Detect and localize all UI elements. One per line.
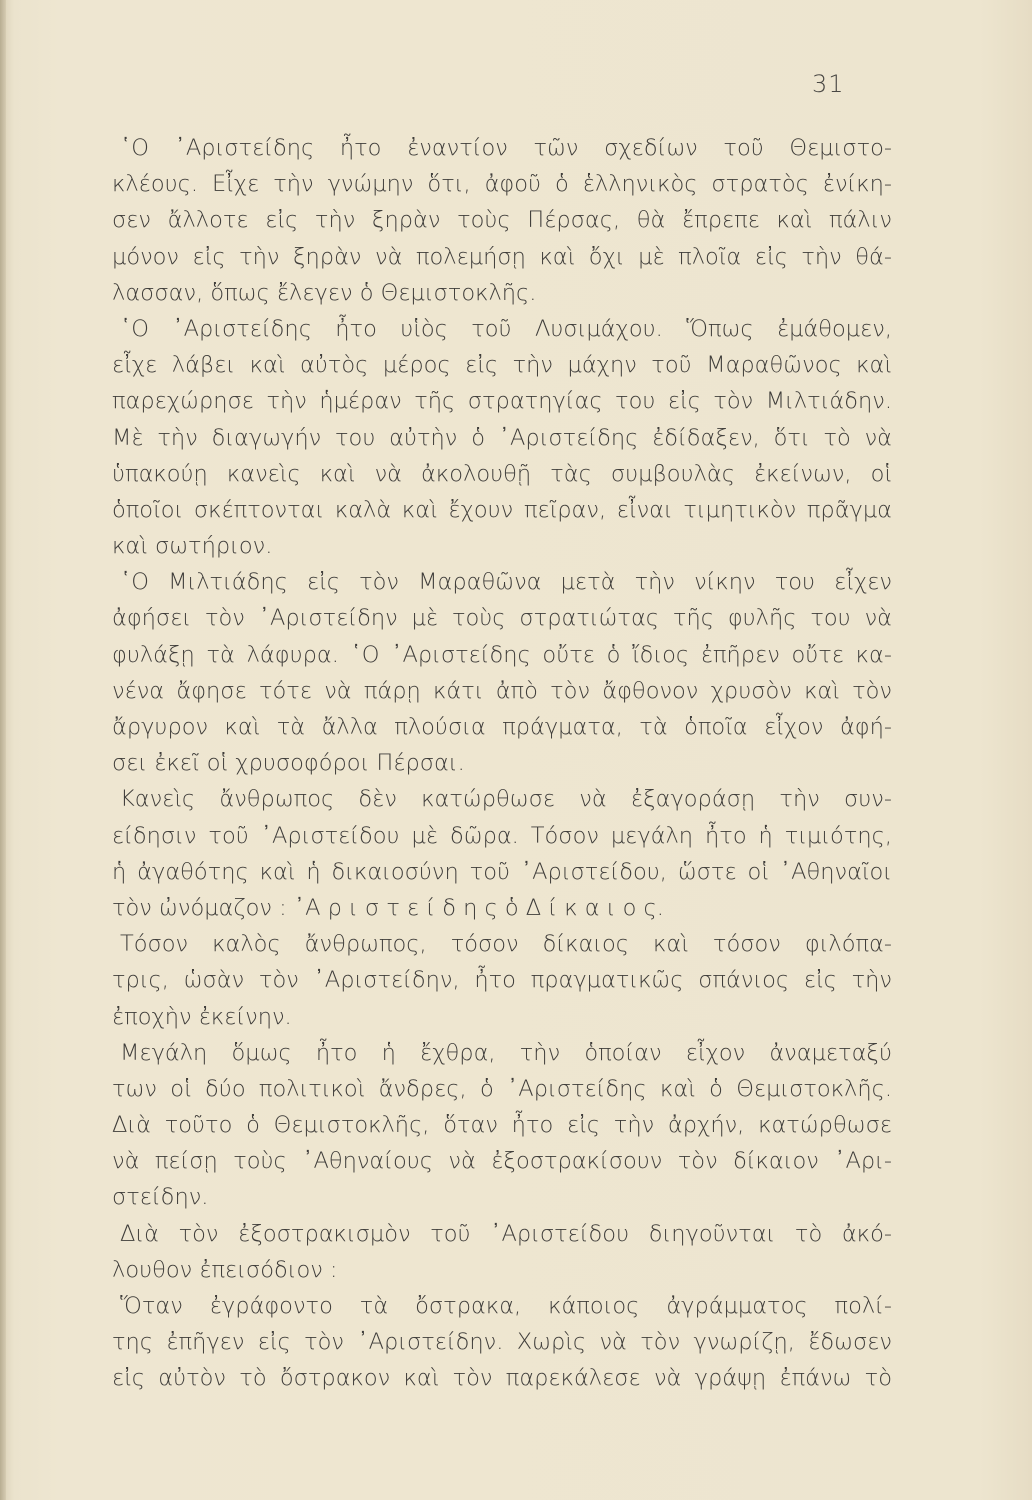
text-line: στείδην. <box>112 1184 209 1211</box>
text-line: ἐποχὴν ἐκείνην. <box>112 1003 292 1030</box>
text-line: λουθον ἐπεισόδιον : <box>112 1256 338 1283</box>
text-line: ὑπακούῃ κανεὶς καὶ νὰ ἀκολουθῇ τὰς συμβουλὰς ἐκείνων, οἱ <box>112 460 892 487</box>
text-line: εἶχε λάβει καὶ αὐτὸς μέρος εἰς τὴν μάχην τοῦ Μαραθῶνος καὶ <box>112 352 892 379</box>
text-line: τὸν ὠνόμαζον : ᾿Α ρ ι σ τ ε ί δ η ς ὁ Δ ί κ α ι ο ς. <box>112 894 664 921</box>
text-line: είδησιν τοῦ ᾿Αριστείδου μὲ δῶρα. Τόσον μεγάλη ἦτο ἡ τιμιότης, <box>112 822 892 849</box>
text-line: ῾Ο ᾿Αριστείδης ἦτο ἐναντίον τῶν σχεδίων τοῦ Θεμιστο- <box>120 135 892 161</box>
text-line: εἰς αὐτὸν τὸ ὄστρακον καὶ τὸν παρεκάλεσε νὰ γράψῃ ἐπάνω τὸ <box>112 1365 892 1392</box>
text-line: τρις, ὡσὰν τὸν ᾿Αριστείδην, ἦτο πραγματικῶς σπάνιος εἰς τὴν <box>112 967 892 994</box>
text-line: Μεγάλη ὅμως ἦτο ἡ ἔχθρα, τὴν ὁποίαν εἶχον ἀναμεταξύ <box>120 1039 892 1066</box>
text-line: της ἐπῆγεν εἰς τὸν ᾿Αριστείδην. Χωρὶς νὰ τὸν γνωρίζῃ, ἔδωσεν <box>112 1329 892 1356</box>
text-line: κλέους. Εἶχε τὴν γνώμην ὅτι, ἀφοῦ ὁ ἑλληνικὸς στρατὸς ἐνίκη- <box>112 171 892 198</box>
text-line: ῾Ο ᾿Αριστείδης ἦτο υἱὸς τοῦ Λυσιμάχου. Ὅπως ἐμάθομεν, <box>120 315 892 342</box>
text-line: σει ἐκεῖ οἱ χρυσοφόροι Πέρσαι. <box>112 750 465 777</box>
text-line: καὶ σωτήριον. <box>112 533 273 560</box>
text-line: Κανεὶς ἄνθρωπος δὲν κατώρθωσε νὰ ἐξαγοράσῃ τὴν συν- <box>120 786 892 813</box>
text-line: φυλάξῃ τὰ λάφυρα. ῾Ο ᾿Αριστείδης οὔτε ὁ ἴδιος ἐπῆρεν οὔτε κα- <box>112 641 892 668</box>
page-text <box>112 130 892 1397</box>
text-line: Διὰ τὸν ἐξοστρακισμὸν τοῦ ᾿Αριστείδου διηγοῦνται τὸ ἀκό- <box>120 1220 892 1247</box>
text-line: παρεχώρησε τὴν ἡμέραν τῆς στρατηγίας του εἰς τὸν Μιλτιάδην. <box>112 388 892 415</box>
text-line: μόνον εἰς τὴν ξηρὰν νὰ πολεμήσῃ καὶ ὄχι μὲ πλοῖα εἰς τὴν θά- <box>112 243 892 270</box>
text-line: ἡ ἀγαθότης καὶ ἡ δικαιοσύνη τοῦ ᾿Αριστείδου, ὥστε οἱ ᾿Αθηναῖοι <box>112 858 892 885</box>
text-line: λασσαν, ὅπως ἔλεγεν ὁ Θεμιστοκλῆς. <box>112 279 537 306</box>
text-line: ῾Ο Μιλτιάδης εἰς τὸν Μαραθῶνα μετὰ τὴν νίκην του εἶχεν <box>120 569 892 596</box>
text-line: Διὰ τοῦτο ὁ Θεμιστοκλῆς, ὅταν ἦτο εἰς τὴν ἀρχήν, κατώρθωσε <box>112 1112 892 1139</box>
text-line: ἀφήσει τὸν ᾿Αριστείδην μὲ τοὺς στρατιώτας τῆς φυλῆς του νὰ <box>112 605 892 632</box>
text-line: ἄργυρον καὶ τὰ ἄλλα πλούσια πράγματα, τὰ ὁποῖα εἶχον ἀφή- <box>112 714 892 740</box>
text-line: σεν ἄλλοτε εἰς τὴν ξηρὰν τοὺς Πέρσας, θὰ ἔπρεπε καὶ πάλιν <box>112 207 892 234</box>
text-line: Ὅταν ἐγράφοντο τὰ ὄστρακα, κάποιος ἀγράμματος πολί- <box>120 1293 892 1319</box>
text-line: Τόσον καλὸς ἄνθρωπος, τόσον δίκαιος καὶ τόσον φιλόπα- <box>120 931 892 958</box>
text-line: ὁποῖοι σκέπτονται καλὰ καὶ ἔχουν πεῖραν, εἶναι τιμητικὸν πρᾶγμα <box>112 496 892 523</box>
text-line: νὰ πείσῃ τοὺς ᾿Αθηναίους νὰ ἐξοστρακίσουν τὸν δίκαιον ᾿Αρι- <box>112 1148 892 1175</box>
text-line: των οἱ δύο πολιτικοὶ ἄνδρες, ὁ ᾿Αριστείδης καὶ ὁ Θεμιστοκλῆς. <box>112 1075 892 1102</box>
text-line: Μὲ τὴν διαγωγήν του αὐτὴν ὁ ᾿Αριστείδης ἐδίδαξεν, ὅτι τὸ νὰ <box>112 424 892 451</box>
text-line: νένα ἄφησε τότε νὰ πάρῃ κάτι ἀπὸ τὸν ἄφθονον χρυσὸν καὶ τὸν <box>112 677 892 704</box>
page-number: 31 <box>812 70 845 98</box>
binding-edge <box>0 0 6 1500</box>
